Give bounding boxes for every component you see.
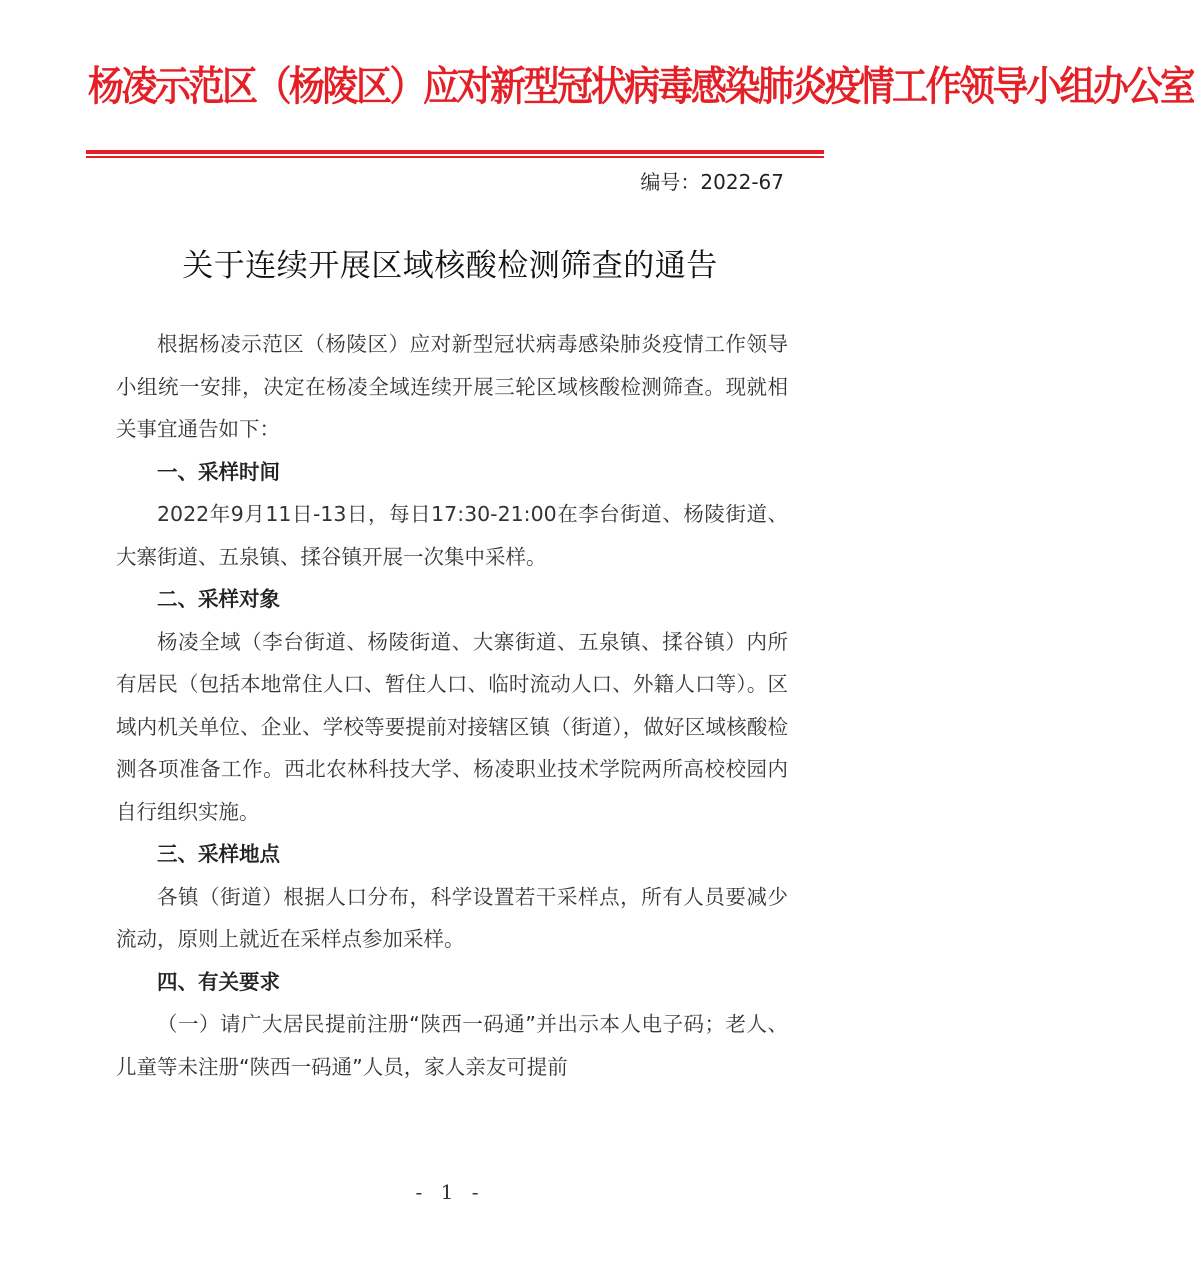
section-heading-requirements: 四、有关要求: [157, 969, 280, 994]
page-number: - 1 -: [415, 1180, 485, 1204]
document-number: 编号：2022-67: [640, 170, 784, 194]
section-heading-locations: 三、采样地点: [157, 842, 280, 866]
issuer-masthead: 杨凌示范区（杨陵区）应对新型冠状病毒感染肺炎疫情工作领导小组办公室: [88, 62, 1194, 110]
document-title: 关于连续开展区域核酸检测筛查的通告: [182, 248, 718, 284]
section-paragraph-locations: 各镇（街道）根据人口分布，科学设置若干采样点，所有人员要减少流动，原则上就近在采样点参加采样。: [116, 884, 788, 951]
section-paragraph-targets: 杨凌全域（李台街道、杨陵街道、大寨街道、五泉镇、揉谷镇）内所有居民（包括本地常住人口、暂住人口、临时流动人口、外籍人口等）。区域内机关单位、企业、学校等要提前对接辖区镇（街道），做好区域核酸检测各项准备工作。西北农林科技大学、杨凌职业技术学院两所高校校园内自行组织实施。: [116, 629, 788, 824]
section-heading-targets: 二、采样对象: [157, 587, 280, 611]
document-body: [116, 323, 788, 1088]
masthead-rule-thin: [86, 156, 824, 158]
intro-paragraph: 根据杨凌示范区（杨陵区）应对新型冠状病毒感染肺炎疫情工作领导小组统一安排，决定在杨凌全域连续开展三轮区域核酸检测筛查。现就相关事宜通告如下：: [116, 332, 788, 441]
masthead-rule-thick: [86, 150, 824, 154]
section-paragraph-requirements: （一）请广大居民提前注册“陕西一码通”并出示本人电子码；老人、儿童等未注册“陕西一码通”人员，家人亲友可提前: [116, 1012, 788, 1079]
section-paragraph-time: 2022年9月11日-13日，每日17:30-21:00在李台街道、杨陵街道、大寨街道、五泉镇、揉谷镇开展一次集中采样。: [116, 502, 788, 569]
section-heading-time: 一、采样时间: [157, 459, 280, 484]
